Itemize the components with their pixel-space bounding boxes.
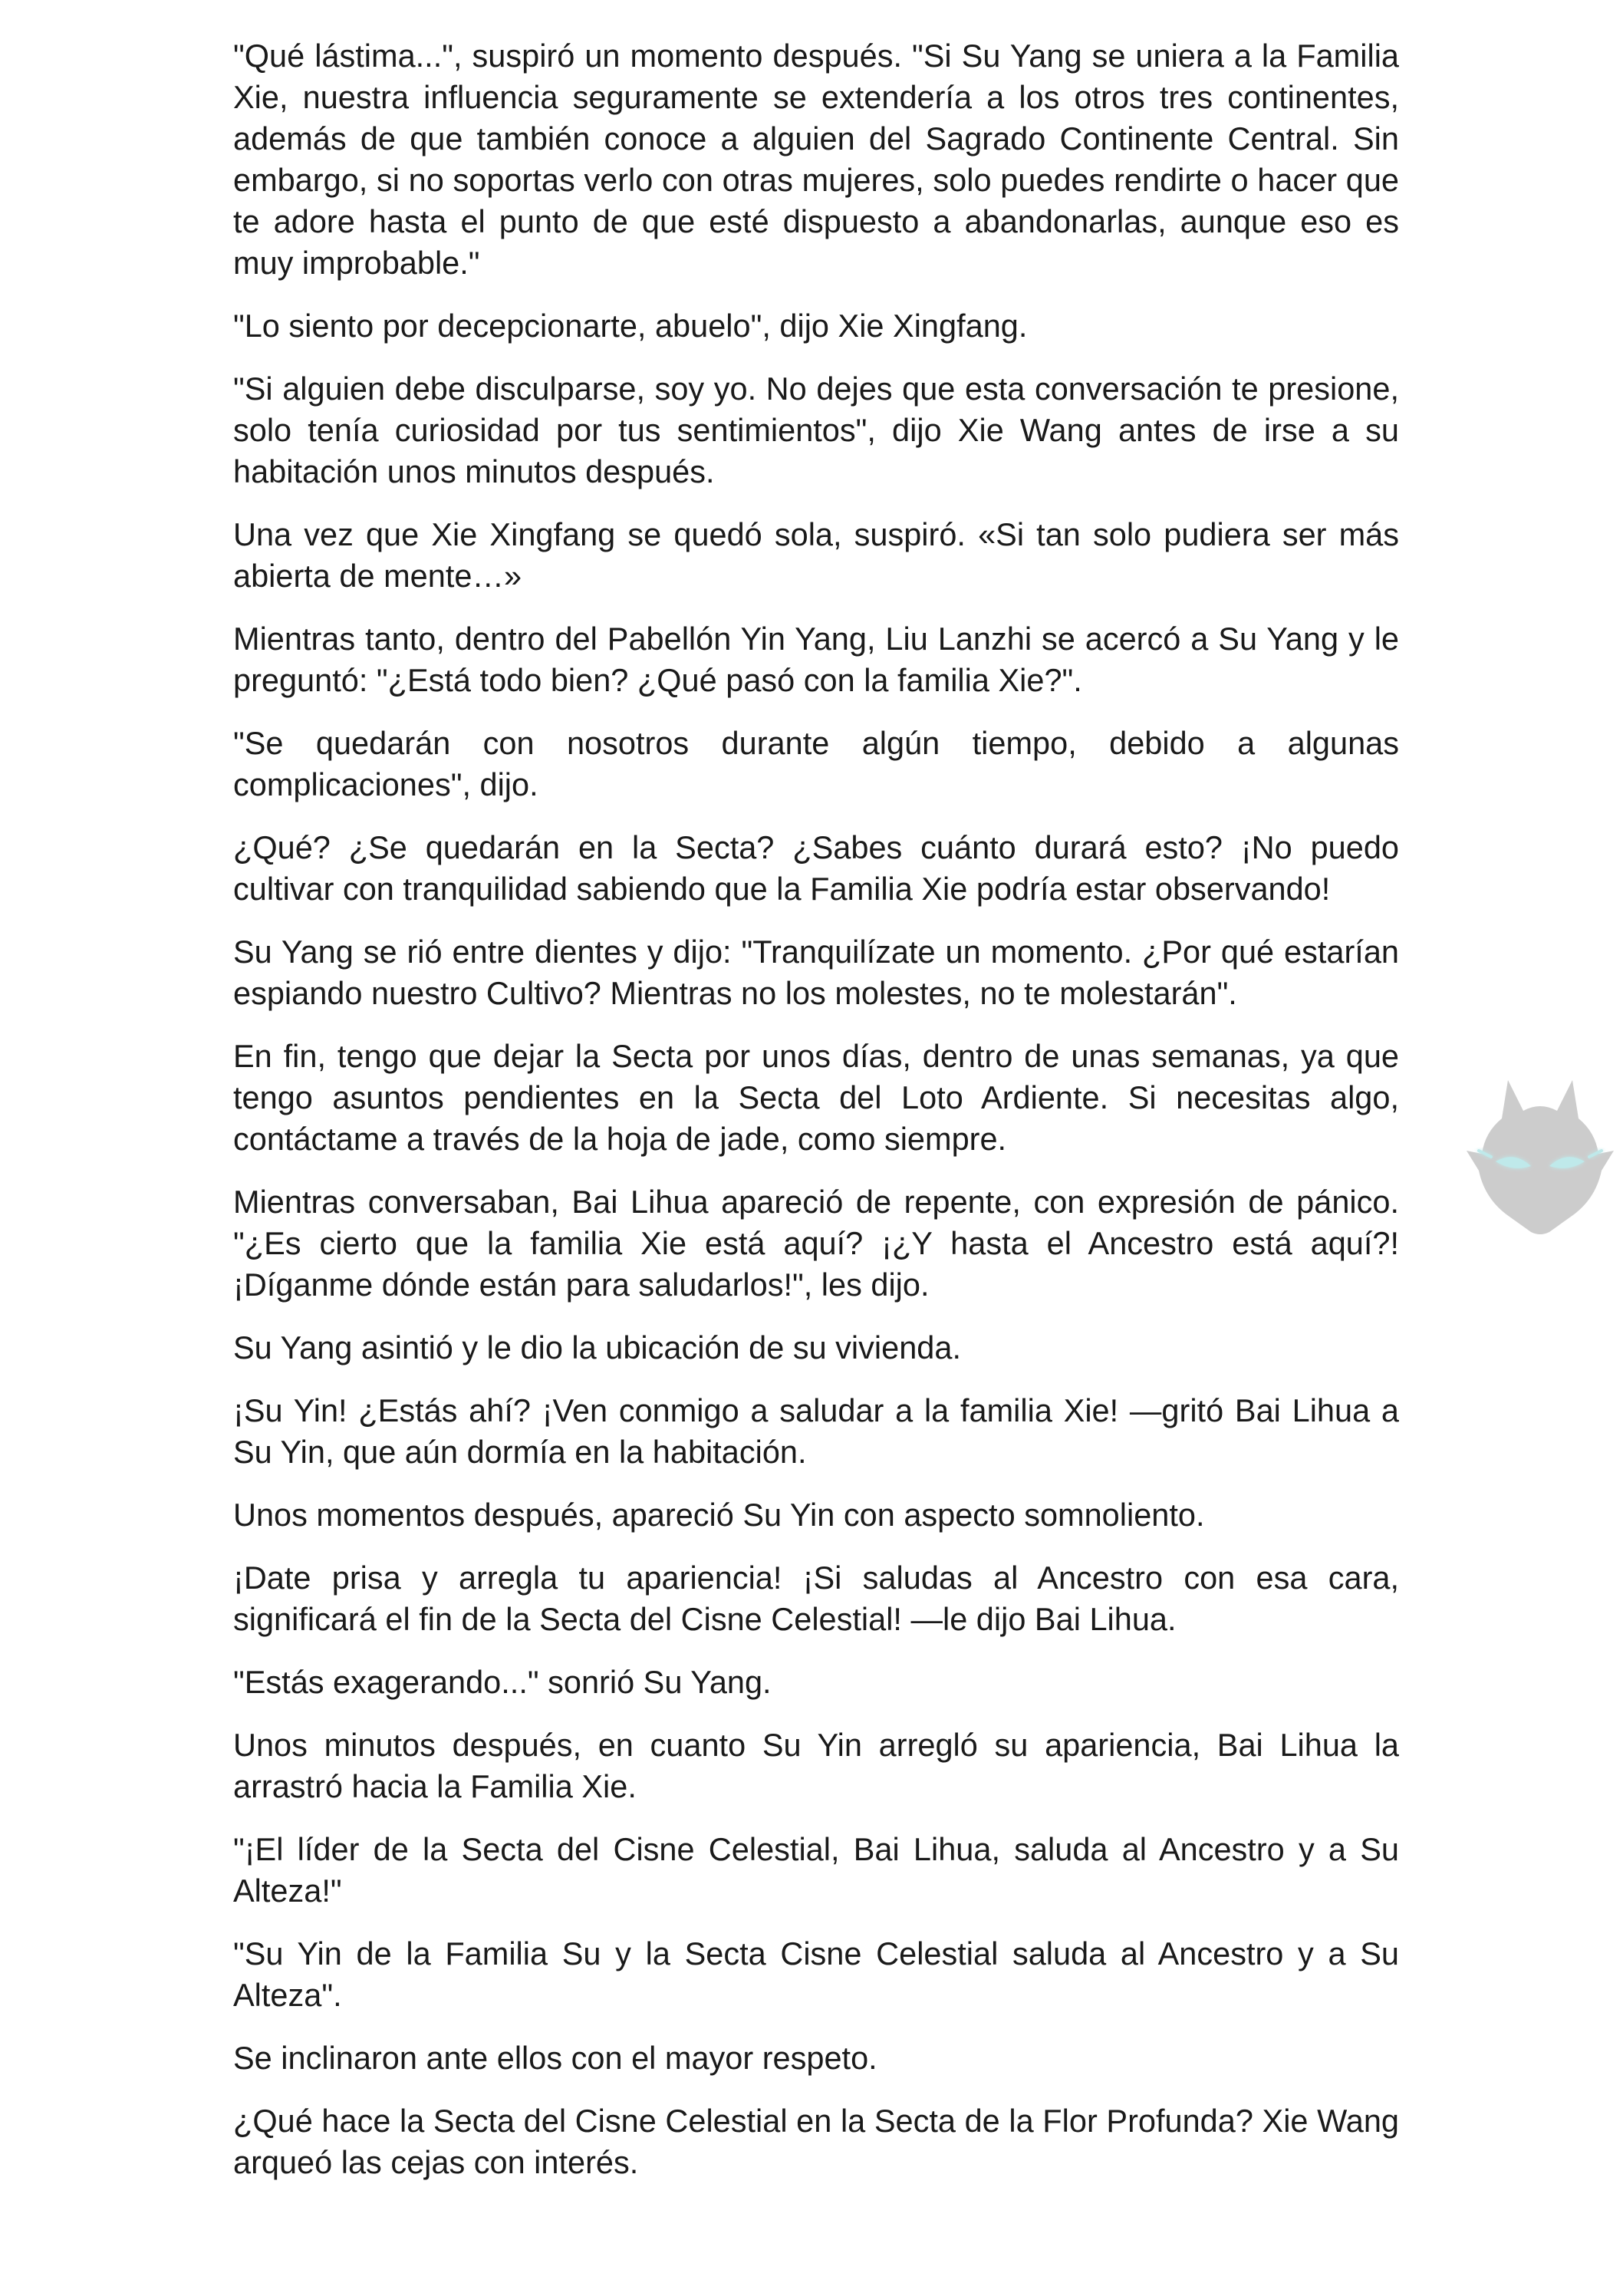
document-body — [233, 35, 1399, 2205]
paragraph: "Qué lástima...", suspiró un momento después. "Si Su Yang se uniera a la Familia Xie, nuestra influencia seguramente se extendería a los otros tres continentes, además de que también conoce a alguien del Sagrado Continente Central. Sin embargo, si no soportas verlo con otras mujeres, solo puedes rendirte o hacer que te adore hasta el punto de que esté dispuesto a abandonarlas, aunque eso es muy improbable." — [233, 38, 1399, 281]
paragraph: "Si alguien debe disculparse, soy yo. No dejes que esta conversación te presione, solo tenía curiosidad por tus sentimientos", dijo Xie Wang antes de irse a su habitación unos minutos después. — [233, 371, 1399, 489]
paragraph: ¿Qué hace la Secta del Cisne Celestial en la Secta de la Flor Profunda? Xie Wang arqueó las cejas con interés. — [233, 2103, 1399, 2180]
paragraph: En fin, tengo que dejar la Secta por unos días, dentro de unas semanas, ya que tengo asuntos pendientes en la Secta del Loto Ardiente. Si necesitas algo, contáctame a través de la hoja de jade, como siempre. — [233, 1038, 1399, 1157]
paragraph: Se inclinaron ante ellos con el mayor respeto. — [233, 2040, 877, 2076]
demon-mask-icon — [1463, 1071, 1617, 1240]
paragraph: Unos momentos después, apareció Su Yin con aspecto somnoliento. — [233, 1497, 1205, 1533]
paragraph: ¡Su Yin! ¿Estás ahí? ¡Ven conmigo a saludar a la familia Xie! —gritó Bai Lihua a Su Yin, que aún dormía en la habitación. — [233, 1392, 1399, 1470]
paragraph: Su Yang asintió y le dio la ubicación de su vivienda. — [233, 1329, 961, 1365]
paragraph: Mientras tanto, dentro del Pabellón Yin Yang, Liu Lanzhi se acercó a Su Yang y le preguntó: "¿Está todo bien? ¿Qué pasó con la familia Xie?". — [233, 621, 1399, 698]
paragraph: "Estás exagerando..." sonrió Su Yang. — [233, 1664, 772, 1700]
paragraph: ¿Qué? ¿Se quedarán en la Secta? ¿Sabes cuánto durará esto? ¡No puedo cultivar con tranquilidad sabiendo que la Familia Xie podría estar observando! — [233, 829, 1399, 907]
paragraph: "¡El líder de la Secta del Cisne Celestial, Bai Lihua, saluda al Ancestro y a Su Alteza!" — [233, 1831, 1399, 1909]
paragraph: Mientras conversaban, Bai Lihua apareció de repente, con expresión de pánico. "¿Es cierto que la familia Xie está aquí? ¡¿Y hasta el Ancestro está aquí?! ¡Díganme dónde están para saludarlos!", les dijo. — [233, 1184, 1399, 1303]
paragraph: ¡Date prisa y arregla tu apariencia! ¡Si saludas al Ancestro con esa cara, significará el fin de la Secta del Cisne Celestial! —le dijo Bai Lihua. — [233, 1560, 1399, 1637]
paragraph: Su Yang se rió entre dientes y dijo: "Tranquilízate un momento. ¿Por qué estarían espiando nuestro Cultivo? Mientras no los molestes, no te molestarán". — [233, 934, 1399, 1011]
paragraph: "Su Yin de la Familia Su y la Secta Cisne Celestial saluda al Ancestro y a Su Alteza". — [233, 1935, 1399, 2013]
paragraph: Una vez que Xie Xingfang se quedó sola, suspiró. «Si tan solo pudiera ser más abierta de mente…» — [233, 516, 1399, 594]
paragraph: "Lo siento por decepcionarte, abuelo", dijo Xie Xingfang. — [233, 308, 1028, 344]
paragraph: Unos minutos después, en cuanto Su Yin arregló su apariencia, Bai Lihua la arrastró hacia la Familia Xie. — [233, 1727, 1399, 1804]
paragraph: "Se quedarán con nosotros durante algún tiempo, debido a algunas complicaciones", dijo. — [233, 725, 1399, 802]
